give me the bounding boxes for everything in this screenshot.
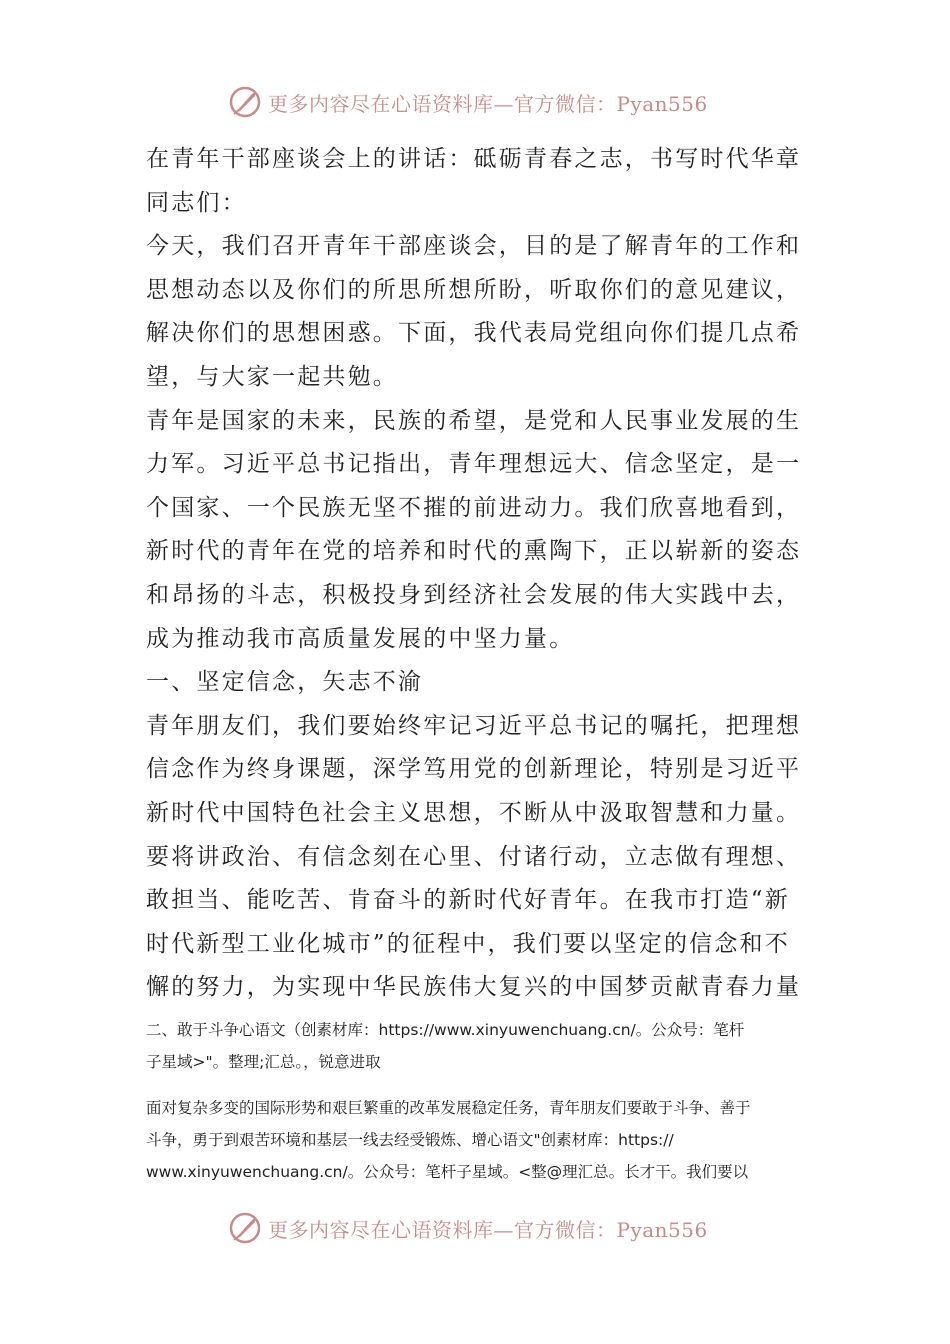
text-line: 和昂扬的斗志，积极投身到经济社会发展的伟大实践中去， (146, 581, 802, 608)
quill-logo-icon (228, 1211, 262, 1245)
text-line: 懈的努力，为实现中华民族伟大复兴的中国梦贡献青春力量 (146, 974, 802, 1001)
text-line: 敢担当、能吃苦、肯奋斗的新时代好青年。在我市打造“新 (146, 887, 790, 914)
banner-text: 更多内容尽在心语资料库—官方微信：Pyan556 (268, 1217, 708, 1242)
footer-watermark-banner (228, 1208, 748, 1248)
document-body (146, 138, 810, 1010)
text-line: 青年是国家的未来，民族的希望，是党和人民事业发展的生 (146, 407, 802, 434)
text-line: 思想动态以及你们的所思所想所盼，听取你们的意见建议， (146, 276, 802, 303)
text-line: 解决你们的思想困惑。下面，我代表局党组向你们提几点希 (146, 320, 802, 347)
text-line: 个国家、一个民族无坚不摧的前进动力。我们欣喜地看到， (146, 494, 802, 521)
text-line: 信念作为终身课题，深学笃用党的创新理论，特别是习近平 (146, 756, 802, 783)
text-line: 今天，我们召开青年干部座谈会，目的是了解青年的工作和 (146, 233, 802, 260)
salutation: 同志们： (146, 189, 247, 216)
small-line: www.xinyuwenchuang.cn/。公众号：笔杆子星域。<整@理汇总。长才干。我们要以 (146, 1163, 749, 1181)
text-line: 要将讲政治、有信念刻在心里、付诸行动，立志做有理想、 (146, 843, 802, 870)
text-line: 时代新型工业化城市”的征程中，我们要以坚定的信念和不 (146, 930, 790, 957)
text-line: 望，与大家一起共勉。 (146, 363, 398, 390)
section-heading: 一、坚定信念，矢志不渝 (146, 669, 424, 696)
small-line: 斗争，勇于到艰苦环境和基层一线去经受锻炼、增心语文"创素材库：https:// (146, 1131, 674, 1149)
small-line: 面对复杂多变的国际形势和艰巨繁重的改革发展稳定任务，青年朋友们要敢于斗争、善于 (146, 1099, 751, 1117)
header-watermark-banner (228, 82, 748, 122)
text-line: 新时代中国特色社会主义思想，不断从中汲取智慧和力量。 (146, 799, 802, 826)
doc-title: 在青年干部座谈会上的讲话：砥砺青春之志，书写时代华章 (146, 146, 802, 172)
banner-text: 更多内容尽在心语资料库—官方微信：Pyan556 (268, 91, 708, 116)
text-line: 成为推动我市高质量发展的中坚力量。 (146, 625, 575, 652)
text-line: 新时代的青年在党的培养和时代的熏陶下，正以崭新的姿态 (146, 538, 802, 565)
document-small-text (146, 1014, 810, 1188)
small-line: 子星域>"。整理;汇总。，锐意进取 (146, 1053, 381, 1071)
text-line: 力军。习近平总书记指出，青年理想远大、信念坚定，是一 (146, 451, 802, 478)
small-line: 二、敢于斗争心语文（创素材库：https://www.xinyuwenchuang.cn/。公众号：笔杆 (146, 1021, 745, 1039)
quill-logo-icon (228, 85, 262, 119)
text-line: 青年朋友们，我们要始终牢记习近平总书记的嘱托，把理想 (146, 712, 802, 739)
